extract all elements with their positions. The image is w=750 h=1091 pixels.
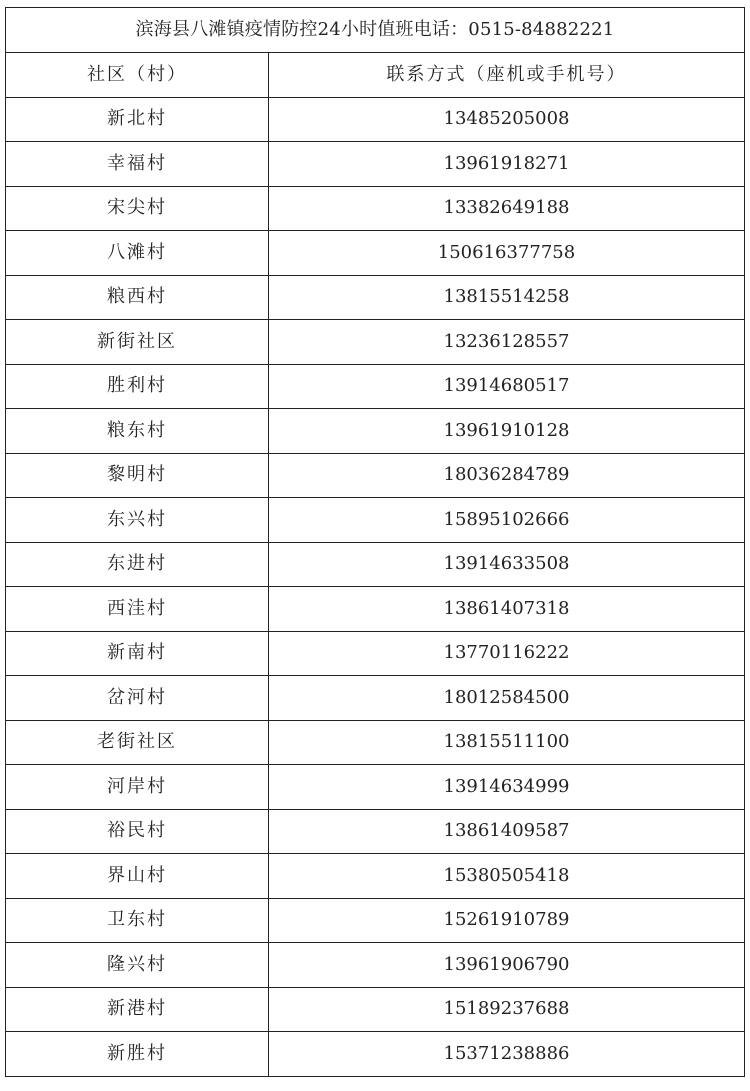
- community-name: 东进村: [6, 542, 269, 587]
- table-row: [6, 364, 745, 409]
- table-row: [6, 765, 745, 810]
- contact-phone: 15189237688: [269, 987, 745, 1032]
- contact-column-header: 联系方式（座机或手机号）: [269, 53, 745, 98]
- community-name: 西洼村: [6, 587, 269, 632]
- contact-phone: 18036284789: [269, 453, 745, 498]
- community-name: 粮西村: [6, 275, 269, 320]
- table-row: [6, 409, 745, 454]
- community-name: 老街社区: [6, 720, 269, 765]
- title-row: [6, 8, 745, 53]
- community-name: 胜利村: [6, 364, 269, 409]
- table-row: [6, 809, 745, 854]
- header-row: [6, 53, 745, 98]
- community-name: 岔河村: [6, 676, 269, 721]
- contact-phone: 13770116222: [269, 631, 745, 676]
- table-row: [6, 943, 745, 988]
- table-row: [6, 720, 745, 765]
- table-row: [6, 275, 745, 320]
- community-name: 黎明村: [6, 453, 269, 498]
- contact-phone: 13914633508: [269, 542, 745, 587]
- contact-phone: 18012584500: [269, 676, 745, 721]
- contact-phone: 15371238886: [269, 1032, 745, 1077]
- table-row: [6, 854, 745, 899]
- contact-phone: 15261910789: [269, 898, 745, 943]
- table-row: [6, 676, 745, 721]
- contact-phone: 13914680517: [269, 364, 745, 409]
- contact-phone: 13236128557: [269, 320, 745, 365]
- table-title: 滨海县八滩镇疫情防控24小时值班电话：0515-84882221: [6, 8, 745, 53]
- contact-phone: 13961906790: [269, 943, 745, 988]
- table-row: [6, 587, 745, 632]
- duty-phone-table: [5, 7, 745, 1077]
- community-name: 隆兴村: [6, 943, 269, 988]
- contact-phone: 13382649188: [269, 186, 745, 231]
- table-row: [6, 97, 745, 142]
- community-name: 河岸村: [6, 765, 269, 810]
- table-row: [6, 320, 745, 365]
- contact-phone: 13961910128: [269, 409, 745, 454]
- table-row: [6, 453, 745, 498]
- contact-phone: 13861407318: [269, 587, 745, 632]
- community-name: 新南村: [6, 631, 269, 676]
- table-row: [6, 186, 745, 231]
- table-row: [6, 231, 745, 276]
- table-row: [6, 1032, 745, 1077]
- contact-phone: 15895102666: [269, 498, 745, 543]
- community-name: 粮东村: [6, 409, 269, 454]
- community-column-header: 社区（村）: [6, 53, 269, 98]
- table-row: [6, 631, 745, 676]
- community-name: 新街社区: [6, 320, 269, 365]
- community-name: 东兴村: [6, 498, 269, 543]
- table-body: [6, 97, 745, 1076]
- community-name: 宋尖村: [6, 186, 269, 231]
- community-name: 新胜村: [6, 1032, 269, 1077]
- community-name: 界山村: [6, 854, 269, 899]
- table-row: [6, 987, 745, 1032]
- community-name: 裕民村: [6, 809, 269, 854]
- table-row: [6, 498, 745, 543]
- contact-phone: 13961918271: [269, 142, 745, 187]
- table-row: [6, 898, 745, 943]
- community-name: 幸福村: [6, 142, 269, 187]
- contact-phone: 150616377758: [269, 231, 745, 276]
- community-name: 新北村: [6, 97, 269, 142]
- community-name: 新港村: [6, 987, 269, 1032]
- contact-phone: 13914634999: [269, 765, 745, 810]
- contact-phone: 15380505418: [269, 854, 745, 899]
- contact-phone: 13485205008: [269, 97, 745, 142]
- contact-phone: 13861409587: [269, 809, 745, 854]
- community-name: 卫东村: [6, 898, 269, 943]
- table-row: [6, 542, 745, 587]
- contact-phone: 13815511100: [269, 720, 745, 765]
- table-row: [6, 142, 745, 187]
- contact-phone: 13815514258: [269, 275, 745, 320]
- community-name: 八滩村: [6, 231, 269, 276]
